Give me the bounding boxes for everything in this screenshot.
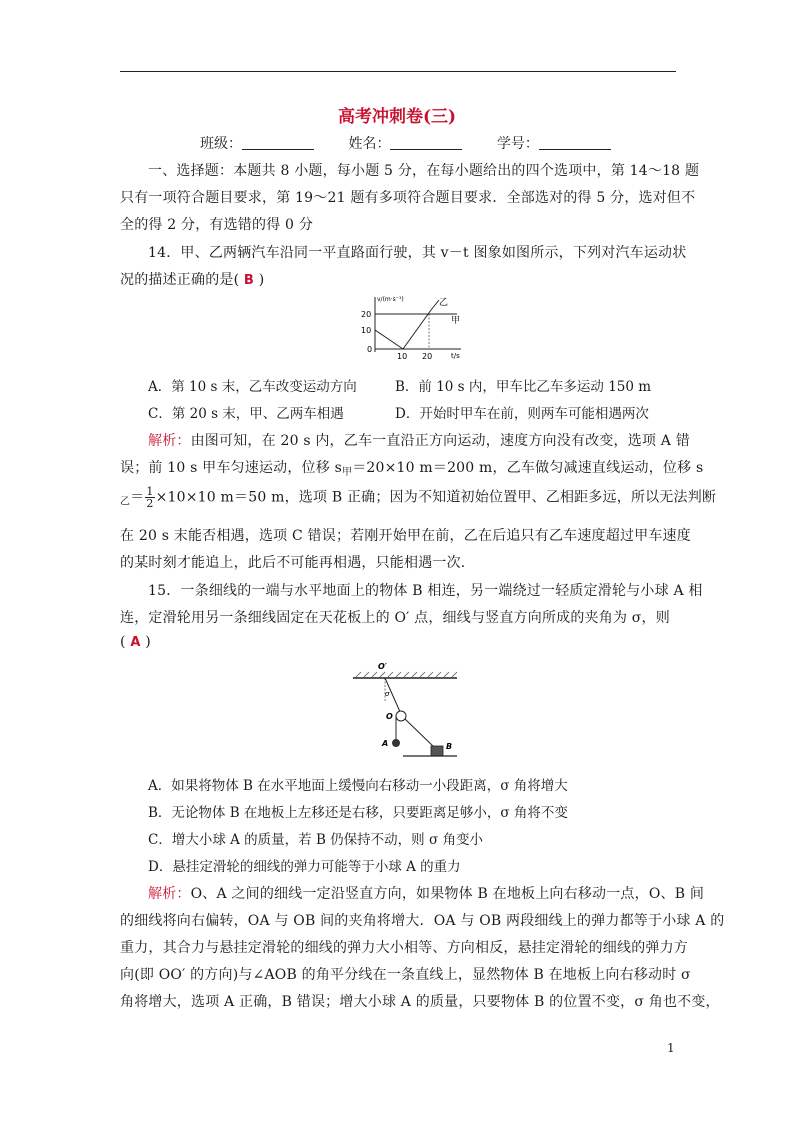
q14-stem-line2 xyxy=(120,269,264,289)
q14-analysis-line3 xyxy=(120,486,716,509)
tick-label-10-x: 10 xyxy=(397,352,408,361)
q15-analysis-line5: 角将增大，选项 A 正确，B 错误；增大小球 A 的质量，只要物体 B 的位置不变，σ 角也不变， xyxy=(120,994,720,1010)
name-field xyxy=(348,133,462,153)
q15-analysis-line4: 向(即 OO′ 的方向)与∠AOB 的角平分线在一条直线上，显然物体 B 在地板上向右移动时 σ xyxy=(120,967,691,983)
student-info-fields xyxy=(200,133,641,153)
q15-option-b: B．无论物体 B 在地板上左移还是右移，只要距离足够小，σ 角将不变 xyxy=(148,805,568,821)
label-yi: 乙 xyxy=(439,298,449,308)
label-jia: 甲 xyxy=(451,316,461,326)
label-a: A xyxy=(382,739,389,748)
q15-answer: A xyxy=(130,635,141,650)
id-field xyxy=(497,133,611,153)
section-instruction-line3: 全的得 2 分，有选错的得 0 分 xyxy=(120,217,314,233)
page-title: 高考冲刺卷(三) xyxy=(337,107,457,127)
q14-option-b: B．前 10 s 内，甲车比乙车多运动 150 m xyxy=(395,379,652,395)
y-axis-label: v/(m·s⁻¹) xyxy=(377,296,404,303)
block-b xyxy=(431,746,443,756)
class-field xyxy=(200,133,314,153)
section-instruction-line2: 只有一项符合题目要求，第 19～21 题有多项符合题目要求．全部选对的得 5 分，选对但不 xyxy=(120,190,696,206)
q14-stem-suffix: ) xyxy=(258,272,265,288)
q15-option-c: C．增大小球 A 的质量，若 B 仍保持不动，则 σ 角变小 xyxy=(148,832,483,848)
q15-stem-prefix: ( xyxy=(120,634,126,650)
q14-analysis-text1: 由图可知，在 20 s 内，乙车一直沿正方向运动，速度方向没有改变，选项 A 错 xyxy=(190,433,690,449)
q14-option-c: C．第 20 s 末，甲、乙两车相遇 xyxy=(148,406,344,422)
label-angle-sigma: σ xyxy=(385,690,390,698)
q14-analysis-label: 解析： xyxy=(148,433,191,449)
q15-stem-suffix: ) xyxy=(145,634,151,650)
yi-line-extend xyxy=(431,300,439,310)
class-label: 班级： xyxy=(200,136,242,152)
q14-analysis-line5: 的某时刻才能追上，此后不可能再相遇，只能相遇一次． xyxy=(120,555,475,571)
string-to-block xyxy=(405,719,435,748)
q14-answer: B xyxy=(243,273,255,288)
label-b: B xyxy=(446,742,453,751)
q15-pulley-figure xyxy=(345,658,465,758)
name-label: 姓名： xyxy=(348,136,391,152)
q15-option-a: A．如果将物体 B 在水平地面上缓慢向右移动一小段距离，σ 角将增大 xyxy=(148,778,568,794)
q14-stem-prefix: 况的描述正确的是( xyxy=(120,272,240,288)
pulley-wheel xyxy=(396,711,406,721)
class-blank[interactable] xyxy=(242,135,314,150)
q14-analysis-line2 xyxy=(120,457,703,478)
q15-stem-line2: 连，定滑轮用另一条细线固定在天花板上的 O′ 点，细线与竖直方向所成的夹角为 σ，则 xyxy=(120,610,670,626)
q14-analysis-line1 xyxy=(148,430,690,450)
q14-stem-line1: 14．甲、乙两辆汽车沿同一平直路面行驶，其 v－t 图象如图所示，下列对汽车运动状 xyxy=(148,245,687,261)
fraction-one-half xyxy=(145,486,154,509)
q14-analysis-text3a: ＝ xyxy=(130,489,145,506)
q15-stem-line3 xyxy=(120,634,151,650)
q15-stem-line1: 15．一条细线的一端与水平地面上的物体 B 相连，另一端绕过一轻质定滑轮与小球 A 相 xyxy=(148,583,703,599)
label-o-prime: O′ xyxy=(378,662,387,671)
tick-label-0: 0 xyxy=(367,345,373,354)
tick-label-20-x: 20 xyxy=(422,352,433,361)
q14-analysis-text3b: ×10×10 m＝50 m，选项 B 正确；因为不知道初始位置甲、乙相距多远，所以无法判断 xyxy=(155,489,717,506)
name-blank[interactable] xyxy=(390,135,462,150)
fraction-denominator: 2 xyxy=(146,497,154,510)
q15-analysis-line1 xyxy=(148,883,704,903)
q14-analysis-text2b: ＝20×10 m＝200 m，乙车做匀减速直线运动，位移 s xyxy=(352,460,704,476)
q14-option-d: D．开始时甲车在前，则两车可能相遇两次 xyxy=(395,406,649,422)
ball-a xyxy=(392,739,400,747)
q15-analysis-line3: 重力，其合力与悬挂定滑轮的细线的弹力大小相等、方向相反，悬挂定滑轮的细线的弹力方 xyxy=(120,940,688,956)
q15-analysis-text1: O、A 之间的细线一定沿竖直方向，如果物体 B 在地板上向右移动一点，O、B 间 xyxy=(190,886,705,902)
page-number: 1 xyxy=(667,1041,675,1055)
q14-analysis-text2a: 误；前 10 s 甲车匀速运动，位移 s xyxy=(120,460,342,476)
x-axis-label: t/s xyxy=(451,352,460,360)
q14-analysis-sub-yi: 乙 xyxy=(120,496,131,508)
q15-analysis-label: 解析： xyxy=(148,886,191,902)
fraction-numerator: 1 xyxy=(146,485,154,498)
q14-analysis-line4: 在 20 s 末能否相遇，选项 C 错误；若刚开始甲在前，乙在后追只有乙车速度超过甲车速度 xyxy=(120,528,691,544)
header-rule xyxy=(120,71,676,72)
q15-analysis-line2: 的细线将向右偏转，OA 与 OB 间的夹角将增大．OA 与 OB 两段细线上的弹力都等于小球 A 的 xyxy=(120,913,725,929)
section-instruction-line1: 一、选择题：本题共 8 小题，每小题 5 分，在每小题给出的四个选项中，第 14～18 题 xyxy=(148,163,700,179)
id-blank[interactable] xyxy=(539,135,611,150)
q15-option-d: D．悬挂定滑轮的细线的弹力可能等于小球 A 的重力 xyxy=(148,859,461,875)
yi-line-up xyxy=(403,310,431,349)
tick-label-10-y: 10 xyxy=(361,326,372,335)
yi-line-down xyxy=(375,330,403,349)
ceiling-hatching xyxy=(355,672,457,678)
tick-label-20: 20 xyxy=(361,310,372,319)
id-label: 学号： xyxy=(496,136,539,152)
q14-option-a: A．第 10 s 末，乙车改变运动方向 xyxy=(148,379,357,395)
q14-analysis-sub-jia: 甲 xyxy=(341,467,353,478)
q14-vt-graph xyxy=(355,292,470,364)
label-o: O xyxy=(386,712,393,721)
